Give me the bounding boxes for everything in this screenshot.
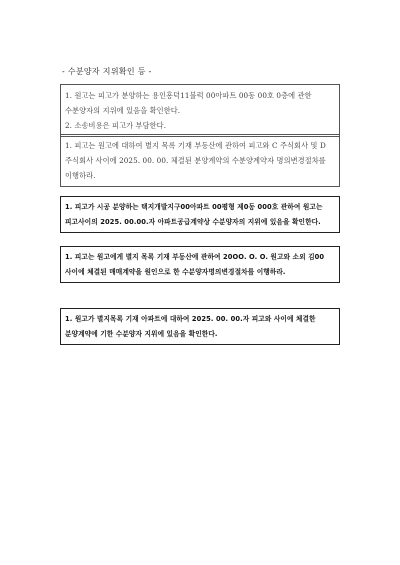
claim-box-5 (60, 308, 340, 345)
claim-box-2 (60, 134, 340, 187)
claim-line: 2. 소송비용은 피고가 부담한다. (65, 121, 167, 131)
claim-line: 1. 피고는 원고에 대하여 별지 목록 기재 부동산에 관하여 피고와 C 주식회사 및 D 주식회사 사이에 2025. 00. 00. 체결된 분양계약의 수분양계약자 명의변경절차를 이행하라. (65, 141, 326, 181)
claim-line: 1. 원고는 피고가 분양하는 용인흥덕11블럭 00아파트 00동 00호 0층에 관한 수분양자의 지위에 있음을 확인한다. (65, 91, 312, 116)
claim-line: 1. 피고가 시공 분양하는 택지개발지구00아파트 00평형 제0동 000호 관하여 원고는 피고사이의 2025. 00.00.자 아파트공급계약상 수분양자의 지위에 있음을 확인한다. (65, 203, 323, 227)
document-title: - 수분양자 지위확인 등 - (62, 67, 152, 76)
claim-line: 1. 원고가 별지목록 기재 아파트에 대하여 2025. 00. 00.자 피고와 사이에 체결한 분양계약에 기한 수분양자 지위에 있음을 확인한다. (65, 315, 316, 339)
claim-box-3 (60, 196, 340, 233)
claim-box-1 (60, 84, 340, 137)
claim-box-4 (60, 246, 340, 283)
claim-line: 1. 피고는 원고에게 별지 목록 기재 부동산에 관하여 20OO. O. O. 원고와 소외 김00 사이에 체결된 매매계약을 원인으로 한 수분양자명의변경절차를 이행하라. (65, 253, 325, 277)
